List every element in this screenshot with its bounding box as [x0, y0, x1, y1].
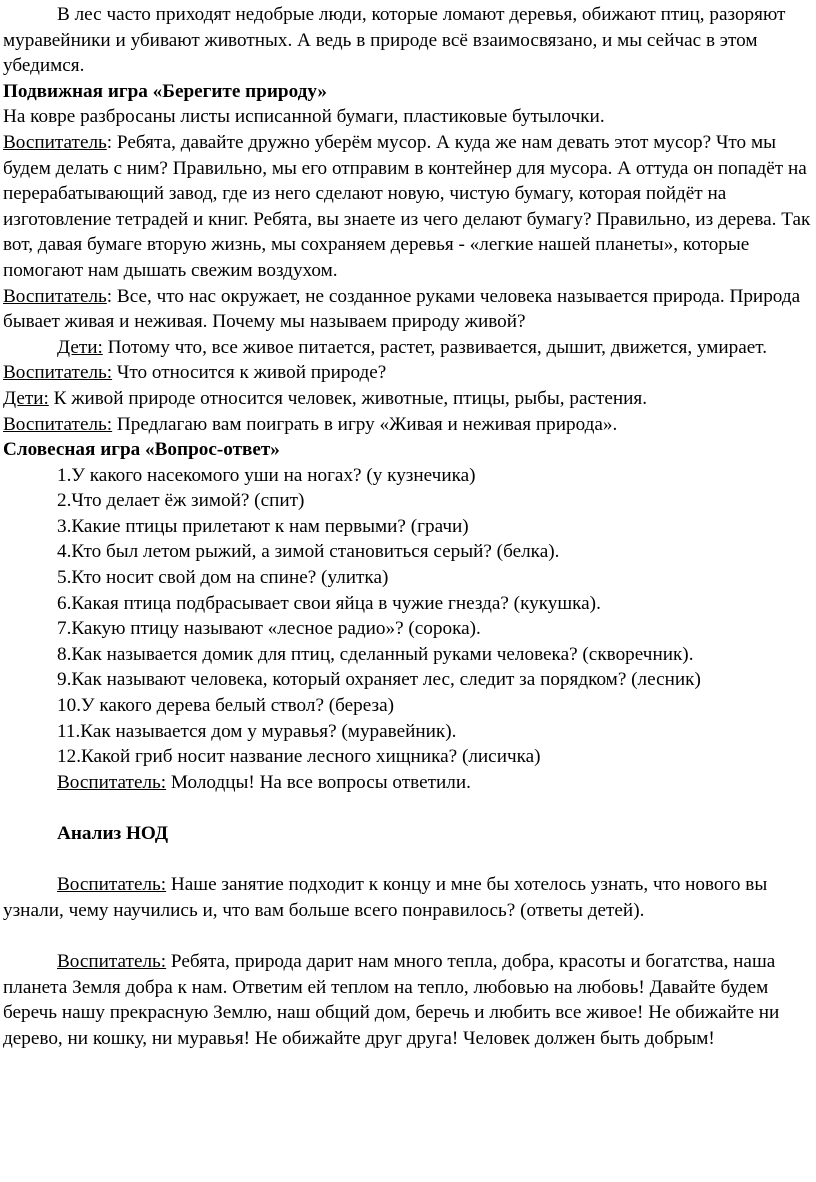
dialog-text: : Все, что нас окружает, не созданное руками человека называется природа. Природа бывает живая и неживая. Почему мы называем природу живой?	[3, 285, 801, 333]
question-item: 10.У какого дерева белый ствол? (береза)	[57, 695, 395, 717]
intro-paragraph: В лес часто приходят недобрые люди, которые ломают деревья, обижают птиц, разоряют муравейники и убивают животных. А ведь в природе всё взаимосвязано, и мы сейчас в этом убедимся.	[3, 4, 786, 77]
speaker-label: Воспитатель:	[57, 771, 167, 793]
speaker-label: Воспитатель	[3, 285, 107, 307]
question-item: 11.Как называется дом у муравья? (муравейник).	[57, 720, 457, 742]
game1-heading: Подвижная игра «Берегите природу»	[3, 80, 328, 102]
dialog-line	[3, 412, 812, 438]
analysis-paragraph	[3, 949, 812, 1051]
dialog-text: К живой природе относится человек, животные, птицы, рыбы, растения.	[48, 387, 648, 409]
analysis-paragraph	[3, 872, 812, 923]
dialog-line	[3, 284, 812, 335]
game2-heading: Словесная игра «Вопрос-ответ»	[3, 439, 280, 461]
dialog-text: Ребята, природа дарит нам много тепла, добра, красоты и богатства, наша планета Земля добра к нам. Ответим ей теплом на тепло, любовью на любовь! Давайте будем беречь нашу прекрасную Землю, наш общий дом, беречь и любить все живое! Не обижайте ни дерево, ни кошку, ни муравья! Не обижайте друг друга! Человек должен быть добрым!	[3, 950, 780, 1049]
question-item: 4.Кто был летом рыжий, а зимой становиться серый? (белка).	[57, 541, 560, 563]
question-item: 3.Какие птицы прилетают к нам первыми? (грачи)	[57, 515, 469, 537]
dialog-line	[3, 386, 812, 412]
dialog-line	[3, 130, 812, 284]
dialog-text: Потому что, все живое питается, растет, развивается, дышит, движется, умирает.	[102, 336, 768, 358]
question-item: 9.Как называют человека, который охраняет лес, следит за порядком? (лесник)	[57, 669, 701, 691]
speaker-label: Воспитатель:	[57, 950, 167, 972]
analysis-heading: Анализ НОД	[57, 823, 169, 844]
dialog-text: : Ребята, давайте дружно уберём мусор. А куда же нам девать этот мусор? Что мы будем делать с ним? Правильно, мы его отправим в контейнер для мусора. А оттуда он попадёт на перерабатывающий завод, где из него сделают новую, чистую бумагу, которая пойдёт на изготовление тетрадей и книг. Ребята, вы знаете из чего делают бумагу? Правильно, из дерева. Так вот, давая бумаге вторую жизнь, мы сохраняем деревья - «легкие нашей планеты», которые помогают нам дышать свежим воздухом.	[3, 131, 811, 281]
speaker-label: Воспитатель	[3, 131, 107, 153]
speaker-label: Воспитатель:	[3, 362, 113, 384]
dialog-text: Что относится к живой природе?	[112, 362, 387, 384]
question-item: 7.Какую птицу называют «лесное радио»? (сорока).	[57, 618, 481, 640]
speaker-label: Дети:	[3, 387, 49, 409]
question-item: 5.Кто носит свой дом на спине? (улитка)	[57, 567, 389, 589]
dialog-line	[3, 335, 812, 361]
dialog-line	[3, 360, 812, 386]
speaker-label: Воспитатель:	[3, 413, 113, 435]
speaker-label: Воспитатель:	[57, 874, 167, 896]
dialog-text: Молодцы! На все вопросы ответили.	[166, 771, 471, 793]
speaker-label: Дети:	[57, 336, 103, 358]
dialog-text: Предлагаю вам поиграть в игру «Живая и неживая природа».	[112, 413, 618, 435]
question-item: 2.Что делает ёж зимой? (спит)	[57, 490, 305, 512]
dialog-text: Наше занятие подходит к концу и мне бы хотелось узнать, что нового вы узнали, чему научились и, что вам больше всего понравилось? (ответы детей).	[3, 874, 768, 921]
question-item: 12.Какой гриб носит название лесного хищника? (лисичка)	[57, 746, 541, 768]
question-list	[3, 463, 812, 770]
question-item: 1.У какого насекомого уши на ногах? (у кузнечика)	[57, 464, 476, 486]
closing-line	[3, 770, 812, 796]
game1-description: На ковре разбросаны листы исписанной бумаги, пластиковые бутылочки.	[3, 106, 605, 128]
question-item: 6.Какая птица подбрасывает свои яйца в чужие гнезда? (кукушка).	[57, 592, 601, 614]
question-item: 8.Как называется домик для птиц, сделанный руками человека? (скворечник).	[57, 643, 694, 665]
